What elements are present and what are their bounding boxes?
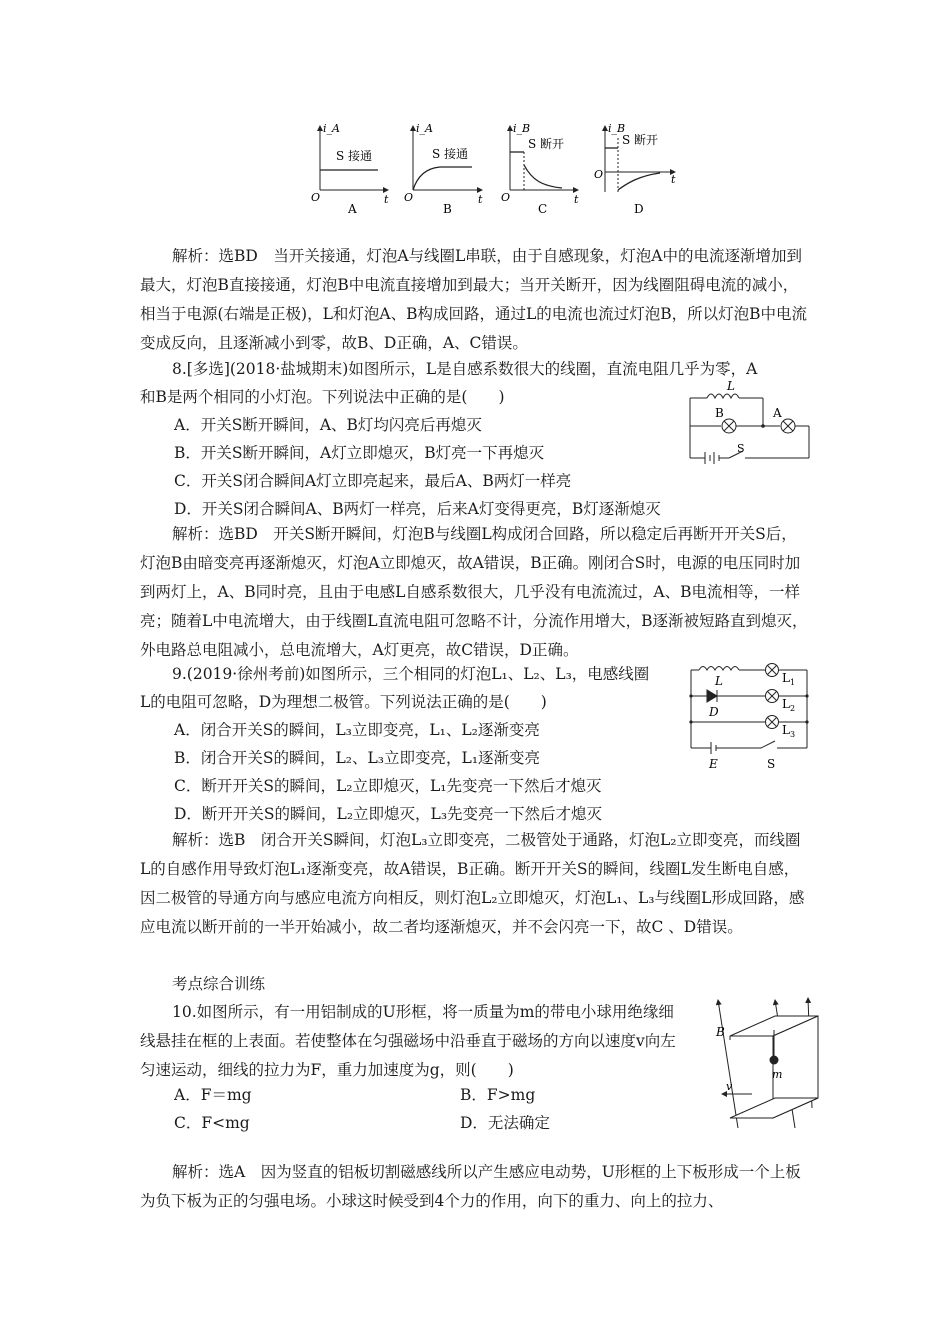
- q9-stem-line2: L的电阻可忽略，D为理想二极管。下列说法正确的是( ): [140, 693, 547, 711]
- svg-text:1: 1: [790, 678, 796, 687]
- svg-text:B: B: [443, 202, 452, 216]
- svg-text:L: L: [715, 674, 723, 688]
- graph-note: S 接通: [336, 149, 373, 163]
- q10-option-a: A．F＝mg: [174, 1086, 252, 1104]
- svg-text:E: E: [709, 757, 718, 771]
- svg-text:O: O: [501, 191, 511, 204]
- svg-text:t: t: [384, 193, 389, 206]
- svg-text:L: L: [727, 379, 735, 393]
- q9-stem-line1: 9.(2019·徐州考前)如图所示，三个相同的灯泡L₁、L₂、L₃，电感线圈: [172, 665, 650, 683]
- graph-panel-c: [501, 122, 579, 216]
- svg-text:D: D: [634, 202, 644, 216]
- q9-option-c: C．断开开关S的瞬间，L₂立即熄灭，L₁先变亮一下然后才熄灭: [174, 777, 602, 795]
- graph-panel-b: [404, 122, 483, 216]
- svg-text:S 断开: S 断开: [528, 137, 565, 151]
- svg-text:C: C: [538, 202, 548, 216]
- svg-text:S: S: [737, 442, 745, 455]
- svg-text:O: O: [311, 191, 321, 204]
- q8-option-b: B．开关S断开瞬间，A灯立即熄灭，B灯亮一下再熄灭: [174, 444, 545, 462]
- svg-text:i_A: i_A: [416, 122, 433, 135]
- svg-text:A: A: [773, 406, 782, 420]
- svg-text:O: O: [594, 168, 604, 181]
- graph-caption: A: [348, 202, 357, 216]
- svg-text:O: O: [404, 191, 414, 204]
- axis-label-y: i_A: [323, 122, 340, 135]
- q7-analysis: 解析：选BD 当开关接通，灯泡A与线圈L串联，由于自感现象，灯泡A中的电流逐渐增加到最大，灯泡B直接接通，灯泡B中电流直接增加到最大；当开关断开，因为线圈阻碍电流的减小，相当于电源(右端是正极)，L和灯泡A、B构成回路，通过L的电流也流过灯泡B，所以灯泡B中电流变成反向，且逐渐减小到零，故B、D正确，A、C错误。: [140, 247, 808, 352]
- svg-text:B: B: [716, 1025, 725, 1039]
- q9-option-a: A．闭合开关S的瞬间，L₃立即变亮，L₁、L₂逐渐变亮: [174, 721, 540, 739]
- q8-option-c: C．开关S闭合瞬间A灯立即亮起来，最后A、B两灯一样亮: [174, 472, 572, 490]
- svg-text:L: L: [782, 723, 790, 737]
- q8-option-d: D．开关S闭合瞬间A、B两灯一样亮，后来A灯变得更亮，B灯逐渐熄灭: [174, 500, 661, 518]
- q9-option-b: B．闭合开关S的瞬间，L₂、L₃立即变亮，L₁逐渐变亮: [174, 749, 541, 767]
- q8-option-a: A．开关S断开瞬间，A、B灯均闪亮后再熄灭: [174, 416, 482, 434]
- q9-analysis: 解析：选B 闭合开关S瞬间，灯泡L₃立即变亮，二极管处于通路，灯泡L₂立即变亮，而线圈L的自感作用导致灯泡L₁逐渐变亮，故A错误，B正确。断开开关S的瞬间，线圈L发生断电自感，因二极管的导通方向与感应电流方向相反，则灯泡L₂立即熄灭，灯泡L₁、L₃与线圈L形成回路，感应电流以断开前的一半开始减小，故二者均逐渐熄灭，并不会闪亮一下，故C 、D错误。: [140, 831, 805, 936]
- q8-stem-line1: 8.[多选](2018·盐城期末)如图所示，L是自感系数很大的线圈，直流电阻几乎为零，A: [172, 360, 758, 378]
- q10-option-c: C．F<mg: [174, 1114, 250, 1132]
- svg-text:2: 2: [790, 704, 796, 713]
- svg-text:3: 3: [790, 730, 796, 739]
- svg-text:v: v: [726, 1080, 733, 1093]
- q8-analysis: 解析：选BD 开关S断开瞬间，灯泡B与线圈L构成闭合回路，所以稳定后再断开开关S后，灯泡B由暗变亮再逐渐熄灭，灯泡A立即熄灭，故A错误，B正确。刚闭合S时，电源的电压同时加到两灯上，A、B同时亮，且由于电感L自感系数很大，几乎没有电流流过，A、B电流相等，一样亮；随着L中电流增大，由于线圈L直流电阻可忽略不计，分流作用增大，B逐渐被短路直到熄灭，外电路总电阻减小，总电流增大，A灯更亮，故C错误，D正确。: [140, 525, 808, 659]
- svg-text:L: L: [782, 671, 790, 685]
- svg-text:m: m: [772, 1068, 783, 1081]
- q9-option-d: D．断开开关S的瞬间，L₂立即熄灭，L₃先变亮一下然后才熄灭: [174, 805, 603, 823]
- svg-text:L: L: [782, 697, 790, 711]
- q10-option-d: D．无法确定: [460, 1114, 550, 1132]
- section-title: 考点综合训练: [172, 975, 266, 993]
- svg-text:D: D: [709, 705, 719, 719]
- q8-stem-line2: 和B是两个相同的小灯泡。下列说法中正确的是( ): [140, 388, 505, 406]
- svg-text:t: t: [478, 193, 483, 206]
- svg-text:t: t: [574, 193, 579, 206]
- svg-text:S 接通: S 接通: [432, 147, 469, 161]
- q8-circuit-diagram: [685, 378, 815, 470]
- svg-text:S: S: [767, 757, 776, 771]
- svg-text:i_B: i_B: [608, 122, 626, 135]
- q10-option-b: B．F>mg: [460, 1086, 536, 1104]
- q10-analysis: 解析：选A 因为竖直的铝板切割磁感线所以产生感应电动势，U形框的上下板形成一个上板为负下板为正的匀强电场。小球这时候受到4个力的作用，向下的重力、向上的拉力、: [140, 1163, 801, 1210]
- graph-panel-a: [311, 122, 389, 216]
- current-graphs-figure: [300, 120, 690, 220]
- q9-circuit-diagram: [685, 660, 820, 772]
- q10-u-frame-figure: [700, 978, 825, 1140]
- svg-text:t: t: [671, 173, 676, 186]
- svg-text:i_B: i_B: [513, 122, 531, 135]
- svg-text:S 断开: S 断开: [622, 133, 659, 147]
- svg-text:B: B: [715, 406, 724, 420]
- q10-stem: 10.如图所示，有一用铝制成的U形框，将一质量为m的带电小球用绝缘细线悬挂在框的上表面。若使整体在匀强磁场中沿垂直于磁场的方向以速度v向左匀速运动，细线的拉力为F，重力加速度为g，则( ): [140, 1003, 676, 1079]
- graph-panel-d: [594, 122, 676, 216]
